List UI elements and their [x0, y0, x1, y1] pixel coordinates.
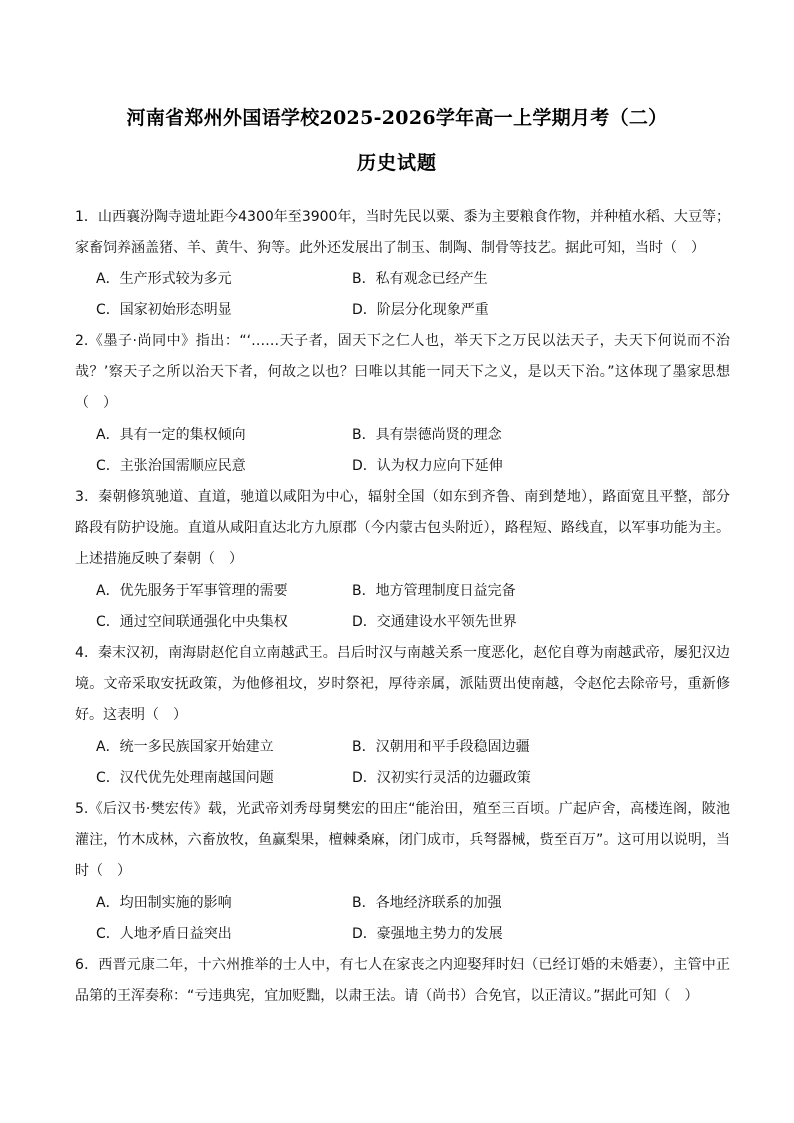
question-2-option-c: C．主张治国需顺应民意 [96, 458, 246, 474]
question-1-option-b: B．私有观念已经产生 [352, 271, 488, 287]
question-2-option-d: D．认为权力应向下延伸 [352, 458, 503, 474]
question-4-option-c: C．汉代优先处理南越国问题 [96, 770, 274, 786]
question-1-stem: 1．山西襄汾陶寺遗址距今4300年至3900年，当时先民以粟、黍为主要粮食作物，并种植水稻、大豆等；家畜饲养涵盖猪、羊、黄牛、狗等。此外还发展出了制玉、制陶、制骨等技艺。据此可知，当时（ ） [75, 209, 730, 256]
page-subtitle: 历史试题 [356, 152, 437, 174]
question-4-option-d: D．汉初实行灵活的边疆政策 [352, 770, 531, 786]
question-5-option-c: C．人地矛盾日益突出 [96, 926, 232, 942]
question-6-stem: 6．西晋元康二年，十六州推举的士人中，有七人在家丧之内迎娶拜时妇（已经订婚的未婚妻），主管中正品第的王浑奏称：“亏违典宪，宜加贬黜，以肃王法。请（尚书）合免官，以正清议。”据此可知（ ） [75, 957, 730, 1004]
question-4-option-b: B．汉朝用和平手段稳固边疆 [352, 739, 530, 755]
question-5-stem: 5.《后汉书·樊宏传》载，光武帝刘秀母舅樊宏的田庄“能治田，殖至三百顷。广起庐舍，高楼连阁，陂池灌注，竹木成林，六畜放牧，鱼赢梨果，檀棘桑麻，闭门成市，兵弩器械，赀至百万”。这可用以说明，当时（ ） [75, 801, 730, 879]
question-5-option-b: B．各地经济联系的加强 [352, 895, 502, 911]
question-2-stem: 2.《墨子·尚同中》指出：“‘……天子者，固天下之仁人也，举天下之万民以法天子，夫天下何说而不治哉？’察天子之所以治天下者，何故之以也？曰唯以其能一同天下之义，是以天下治。”这体现了墨家思想（ ） [75, 333, 730, 411]
question-2-option-a: A．具有一定的集权倾向 [96, 427, 246, 443]
question-4-stem: 4．秦末汉初，南海尉赵佗自立南越武王。吕后时汉与南越关系一度恶化，赵佗自尊为南越武帝，屡犯汉边境。文帝采取安抚政策，为他修祖坟，岁时祭祀，厚待亲属，派陆贾出使南越，令赵佗去除帝号，重新修好。这表明（ ） [75, 645, 730, 723]
question-3-option-a: A．优先服务于军事管理的需要 [96, 583, 288, 599]
question-1-option-c: C．国家初始形态明显 [96, 302, 232, 318]
question-3-option-c: C．通过空间联通强化中央集权 [96, 614, 288, 630]
question-2-option-b: B．具有崇德尚贤的理念 [352, 427, 502, 443]
question-3-option-d: D．交通建设水平领先世界 [352, 614, 517, 630]
question-5-option-a: A．均田制实施的影响 [96, 895, 232, 911]
question-3-option-b: B．地方管理制度日益完备 [352, 583, 516, 599]
question-4-option-a: A．统一多民族国家开始建立 [96, 739, 274, 755]
question-1-option-d: D．阶层分化现象严重 [352, 302, 489, 318]
question-3-stem: 3．秦朝修筑驰道、直道，驰道以咸阳为中心，辐射全国（如东到齐鲁、南到楚地），路面宽且平整，部分路段有防护设施。直道从咸阳直达北方九原郡（今内蒙古包头附近），路程短、路线直，以军事功能为主。上述措施反映了秦朝（ ） [75, 489, 730, 567]
page-title: 河南省郑州外国语学校2025-2026学年高一上学期月考（二） [126, 107, 668, 129]
question-5-option-d: D．豪强地主势力的发展 [352, 926, 503, 942]
question-1-option-a: A．生产形式较为多元 [96, 271, 232, 287]
